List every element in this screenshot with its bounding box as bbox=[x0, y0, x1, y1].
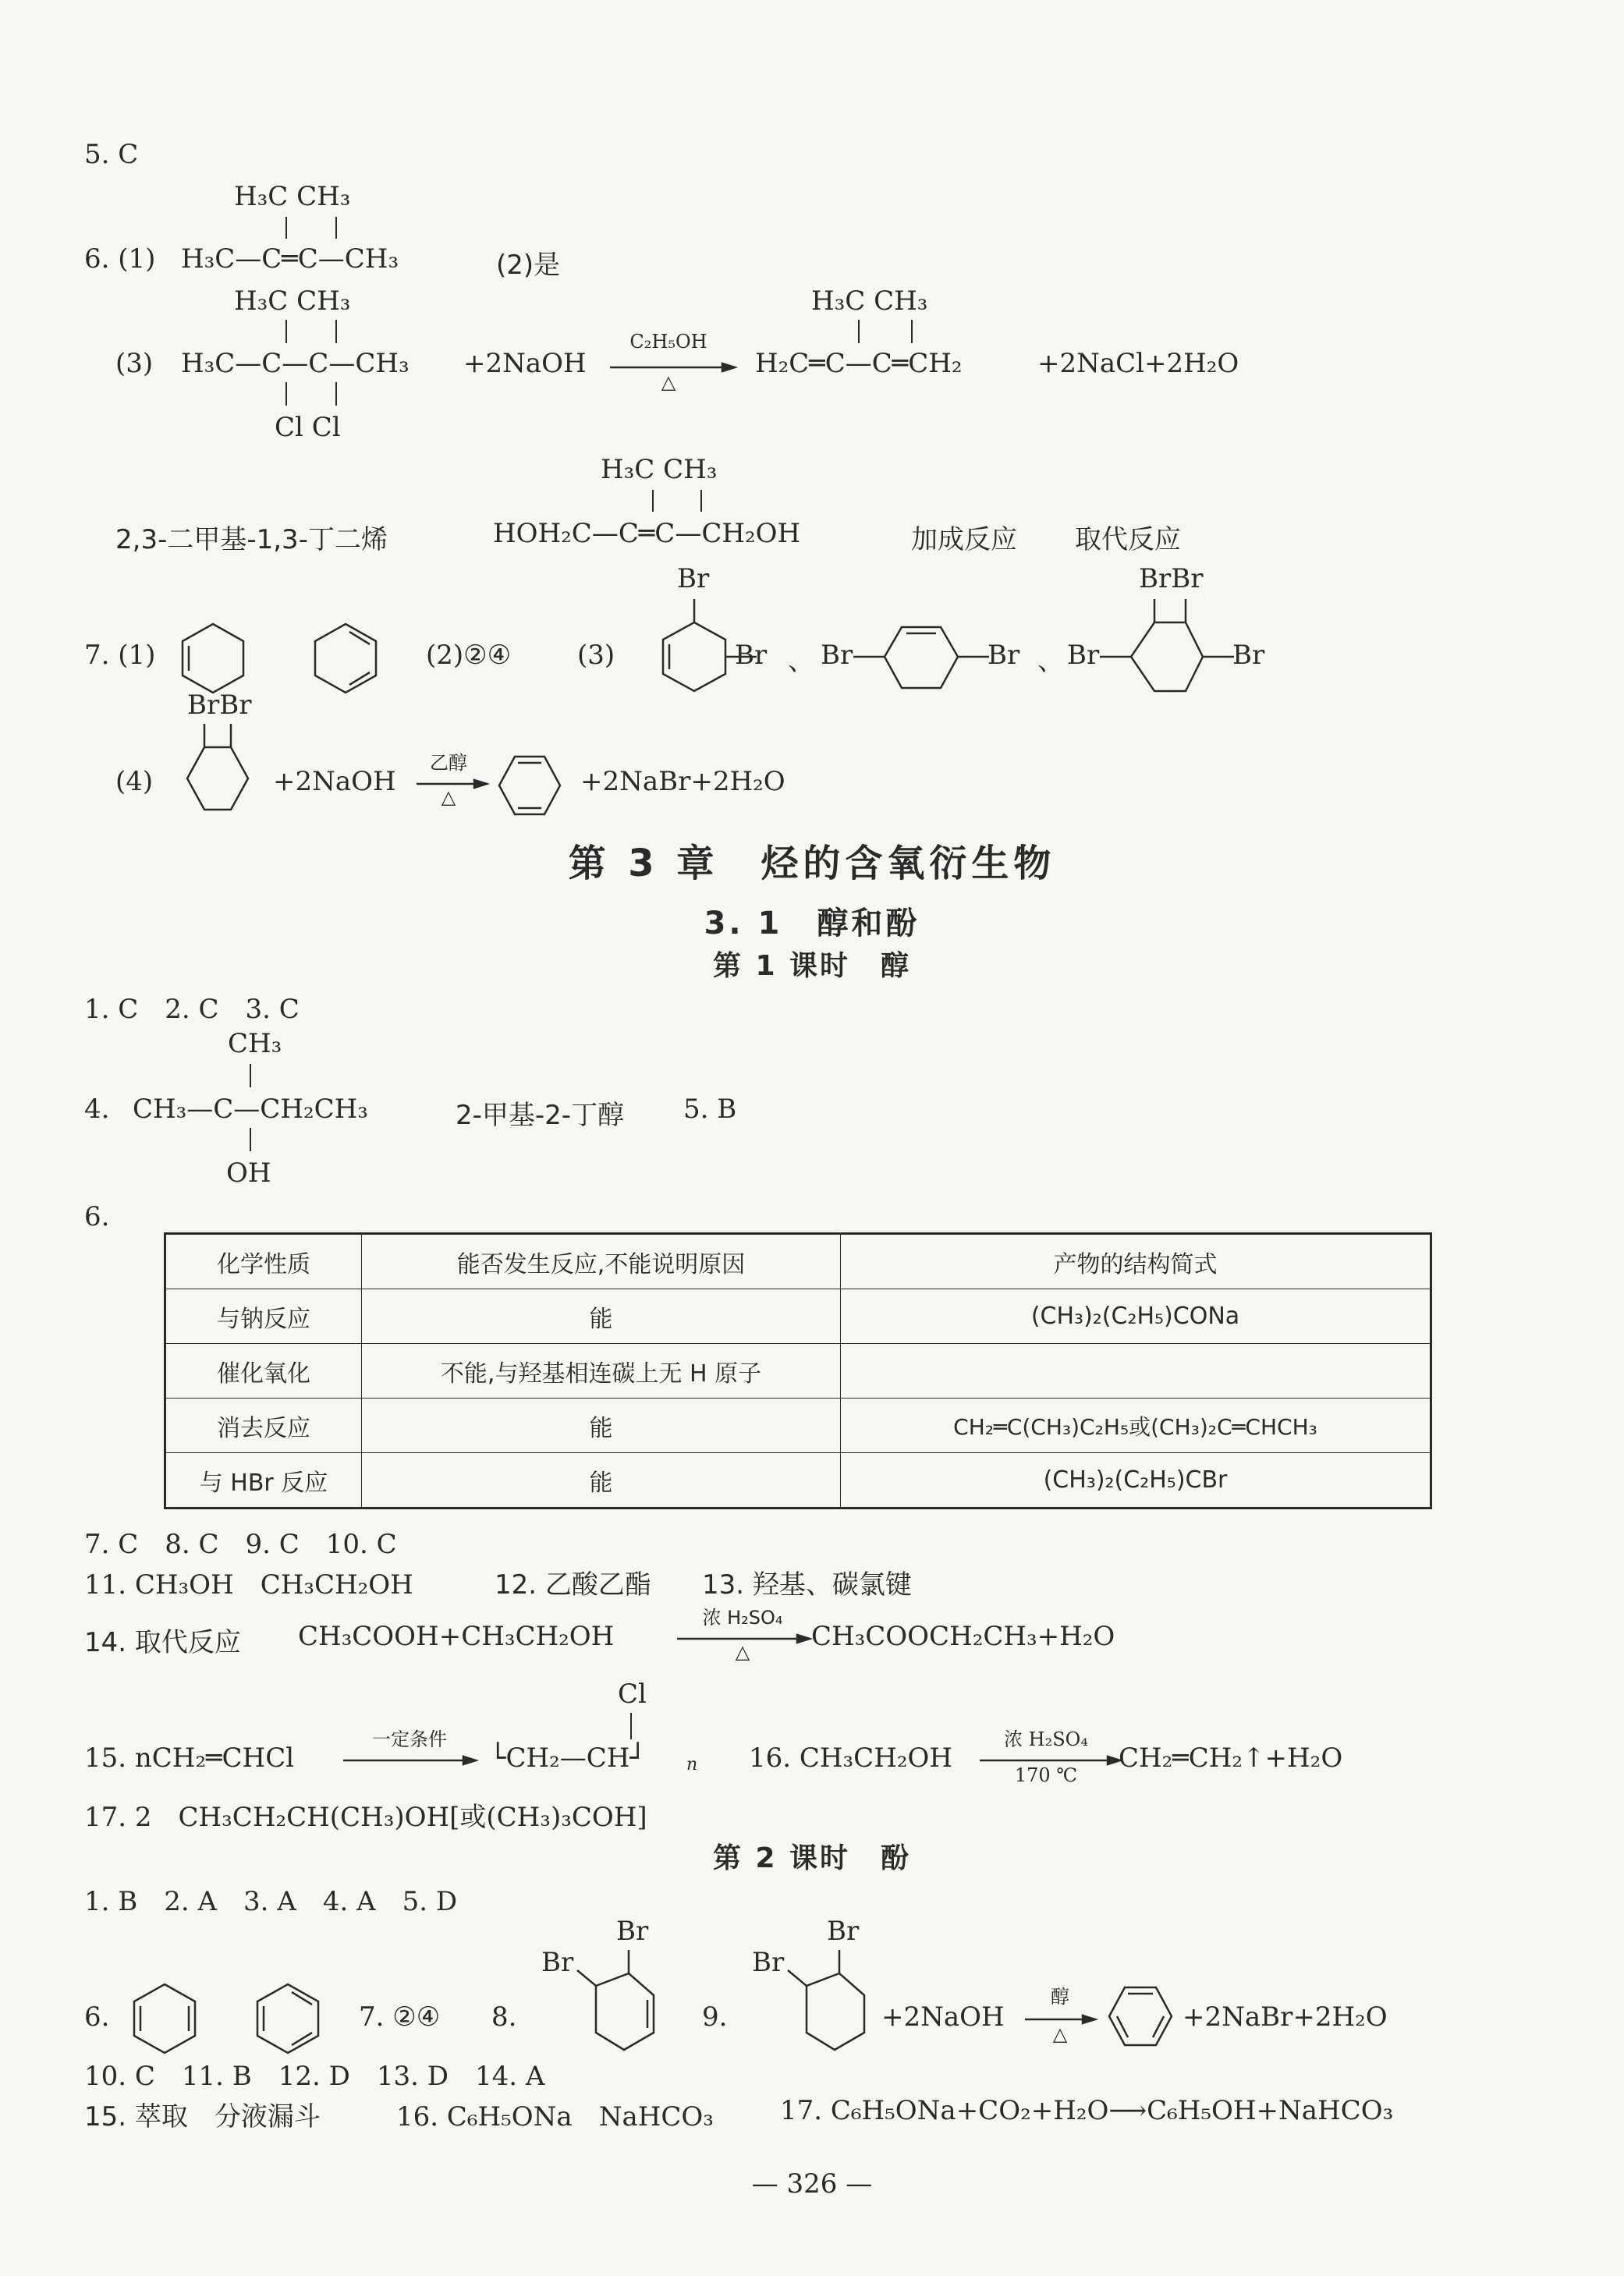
table-cell: (CH₃)₂(C₂H₅)CONa bbox=[841, 1289, 1431, 1344]
q7-p3-label: (3) bbox=[577, 640, 615, 671]
cyclohexadiene-icon bbox=[129, 1981, 200, 2051]
q5-answer: 5. C bbox=[84, 139, 139, 170]
bond bbox=[858, 320, 860, 343]
q6-rxn1: 加成反应 bbox=[911, 524, 1017, 555]
table-cell: 催化氧化 bbox=[165, 1344, 362, 1399]
q6-p3-product: H₂C═C—C═CH₂ bbox=[755, 348, 963, 379]
reaction-arrow bbox=[610, 363, 735, 371]
benzene-product-icon bbox=[1105, 1981, 1178, 2051]
l1-q14-label: 14. 取代反应 bbox=[84, 1627, 241, 1658]
q7-br-5: Br bbox=[1232, 640, 1265, 671]
bond bbox=[652, 490, 654, 512]
l2-q9-cond-top: 醇 bbox=[1051, 1986, 1069, 2008]
q7-p4-reagent: +2NaOH bbox=[273, 766, 396, 797]
l1-q15-left: 15. nCH₂═CHCl bbox=[84, 1742, 295, 1774]
q7-p4-cond-bottom: △ bbox=[441, 786, 456, 808]
l1-q5: 5. B bbox=[683, 1094, 737, 1125]
alcohol-properties-table bbox=[164, 1232, 1432, 1509]
l1-q14-cond-top: 浓 H₂SO₄ bbox=[702, 1607, 783, 1629]
q6-p2-answer: (2)是 bbox=[496, 250, 561, 281]
section-title: 3. 1 醇和酚 bbox=[704, 906, 920, 941]
l1-q4-name: 2-甲基-2-丁醇 bbox=[456, 1100, 625, 1131]
l1-q6-label: 6. bbox=[84, 1201, 110, 1232]
l1-q13: 13. 羟基、碳氯键 bbox=[702, 1569, 912, 1601]
l2-q10-14: 10. C 11. B 12. D 13. D 14. A bbox=[84, 2061, 545, 2092]
l2-q9-rest: +2NaBr+2H₂O bbox=[1183, 2001, 1388, 2033]
q6-name: 2,3-二甲基-1,3-丁二烯 bbox=[115, 524, 388, 555]
bond bbox=[285, 217, 287, 239]
dibromocyclohexane-icon bbox=[772, 1950, 881, 2051]
bond bbox=[335, 320, 337, 343]
bond bbox=[630, 1713, 632, 1739]
l1-q16-cond-bottom: 170 ℃ bbox=[1014, 1764, 1078, 1786]
q7-br-1: Br bbox=[735, 640, 768, 671]
chapter-title: 第 3 章 烃的含氧衍生物 bbox=[568, 842, 1056, 885]
l1-q14-cond-bottom: △ bbox=[735, 1641, 750, 1663]
l2-q9-br-b: Br bbox=[827, 1916, 860, 1947]
table-cell: 与钠反应 bbox=[165, 1289, 362, 1344]
q7-br-2: Br bbox=[821, 640, 853, 671]
table-cell bbox=[841, 1344, 1431, 1399]
l2-q8-label: 8. bbox=[491, 2001, 517, 2033]
l1-q16-right: CH₂═CH₂↑+H₂O bbox=[1119, 1742, 1343, 1774]
q6-p3-formula: H₃C—C—C—CH₃ bbox=[181, 348, 410, 379]
table-cell: CH₂═C(CH₃)C₂H₅或(CH₃)₂C═CHCH₃ bbox=[841, 1399, 1431, 1453]
bond bbox=[700, 490, 702, 512]
q6-p3-product-top: H₃C CH₃ bbox=[811, 285, 928, 317]
q6-p1-label: 6. (1) bbox=[84, 243, 156, 275]
l1-q4-top: CH₃ bbox=[228, 1028, 282, 1059]
reaction-arrow bbox=[1025, 2015, 1095, 2023]
q7-br-top-1: Br bbox=[677, 563, 710, 594]
table-row bbox=[165, 1453, 1431, 1508]
bond bbox=[335, 382, 337, 406]
reaction-arrow bbox=[980, 1757, 1120, 1764]
table-header: 能否发生反应,不能说明原因 bbox=[362, 1234, 841, 1289]
q7-p4-brbr: BrBr bbox=[187, 690, 252, 721]
bond bbox=[285, 382, 287, 406]
table-cell: 能 bbox=[362, 1453, 841, 1508]
bond bbox=[250, 1128, 251, 1151]
table-cell: 能 bbox=[362, 1289, 841, 1344]
q7-p1-label: 7. (1) bbox=[84, 640, 156, 671]
l2-q6-label: 6. bbox=[84, 2001, 110, 2033]
q7-brbr-top: BrBr bbox=[1139, 563, 1204, 594]
reaction-arrow bbox=[343, 1757, 476, 1764]
bond bbox=[250, 1064, 251, 1087]
q6-rxn2: 取代反应 bbox=[1075, 524, 1181, 555]
cyclohexadiene-icon bbox=[310, 621, 381, 691]
table-header: 化学性质 bbox=[165, 1234, 362, 1289]
l1-q4-formula: CH₃—C—CH₂CH₃ bbox=[133, 1094, 368, 1125]
table-cell: 与 HBr 反应 bbox=[165, 1453, 362, 1508]
dibromocyclohexane-icon bbox=[176, 724, 262, 821]
bond bbox=[911, 320, 913, 343]
benzene-icon bbox=[253, 1981, 323, 2051]
q7-p4-rest: +2NaBr+2H₂O bbox=[580, 766, 785, 797]
l1-q16-left: 16. CH₃CH₂OH bbox=[749, 1742, 952, 1774]
l2-q15: 15. 萃取 分液漏斗 bbox=[84, 2101, 321, 2132]
q7-sep-1: 、 bbox=[788, 646, 814, 677]
dibromocyclohexene-icon bbox=[562, 1950, 671, 2051]
l1-q15-top: Cl bbox=[618, 1679, 647, 1710]
l1-q7-10: 7. C 8. C 9. C 10. C bbox=[84, 1529, 397, 1560]
l2-q9-br-a: Br bbox=[752, 1947, 785, 1978]
q6-p3-cond-bottom: △ bbox=[661, 371, 676, 393]
l1-q17: 17. 2 CH₃CH₂CH(CH₃)OH[或(CH₃)₃COH] bbox=[84, 1802, 647, 1833]
q7-br-3: Br bbox=[988, 640, 1020, 671]
page-number: — 326 — bbox=[751, 2168, 873, 2200]
l1-q16-cond-top: 浓 H₂SO₄ bbox=[1004, 1728, 1088, 1750]
table-cell: 消去反应 bbox=[165, 1399, 362, 1453]
q6-diol-top: H₃C CH₃ bbox=[601, 454, 718, 485]
table-header-row bbox=[165, 1234, 1431, 1289]
l1-q15-product: └CH₂—CH┘ bbox=[490, 1742, 646, 1774]
l2-q9-cond-bottom: △ bbox=[1052, 2023, 1068, 2045]
q6-p3-bottom: Cl Cl bbox=[275, 412, 341, 443]
l1-q14-right: CH₃COOCH₂CH₃+H₂O bbox=[811, 1621, 1115, 1652]
q7-sep-2: 、 bbox=[1037, 646, 1064, 677]
q7-p4-cond-top: 乙醇 bbox=[430, 752, 467, 774]
l1-q1-3: 1. C 2. C 3. C bbox=[84, 994, 300, 1025]
lesson-1-title: 第 1 课时 醇 bbox=[712, 950, 912, 982]
table-row bbox=[165, 1289, 1431, 1344]
q6-p3-top: H₃C CH₃ bbox=[234, 285, 351, 317]
l1-q11: 11. CH₃OH CH₃CH₂OH bbox=[84, 1569, 413, 1601]
q7-p4-label: (4) bbox=[115, 766, 154, 797]
q6-p1-top: H₃C CH₃ bbox=[234, 181, 351, 212]
q6-p3-label: (3) bbox=[115, 348, 154, 379]
table-cell: 不能,与羟基相连碳上无 H 原子 bbox=[362, 1344, 841, 1399]
l1-q14-left: CH₃COOH+CH₃CH₂OH bbox=[298, 1621, 615, 1652]
table-row bbox=[165, 1399, 1431, 1453]
q6-diol: HOH₂C—C═C—CH₂OH bbox=[493, 518, 801, 549]
l1-q4-label: 4. bbox=[84, 1094, 110, 1125]
l2-q8-br-a: Br bbox=[541, 1947, 574, 1978]
l2-q9-reagent: +2NaOH bbox=[881, 2001, 1005, 2033]
bond bbox=[335, 217, 337, 239]
q6-p1-formula: H₃C—C═C—CH₃ bbox=[181, 243, 399, 275]
l2-q16: 16. C₆H₅ONa NaHCO₃ bbox=[396, 2101, 714, 2132]
table-cell: 能 bbox=[362, 1399, 841, 1453]
table-cell: (CH₃)₂(C₂H₅)CBr bbox=[841, 1453, 1431, 1508]
cyclohexene-icon bbox=[178, 621, 248, 691]
lesson-2-title: 第 2 课时 酚 bbox=[712, 1842, 912, 1874]
l1-q15-cond: 一定条件 bbox=[372, 1728, 447, 1750]
dibromocyclohexene-icon bbox=[853, 621, 994, 699]
q6-p3-cond-top: C₂H₅OH bbox=[629, 331, 707, 353]
l2-q9-label: 9. bbox=[702, 2001, 728, 2033]
l1-q15-n: n bbox=[686, 1755, 698, 1774]
l2-q7: 7. ②④ bbox=[359, 2001, 441, 2033]
bond bbox=[285, 320, 287, 343]
q6-p3-reagent: +2NaOH bbox=[463, 348, 587, 379]
table-row bbox=[165, 1344, 1431, 1399]
q7-p2-answer: (2)②④ bbox=[426, 640, 512, 671]
l1-q4-bottom: OH bbox=[226, 1157, 271, 1189]
cyclohexadiene-product-icon bbox=[495, 750, 565, 821]
q7-br-4: Br bbox=[1067, 640, 1100, 671]
l2-q17: 17. C₆H₅ONa+CO₂+H₂O⟶C₆H₅OH+NaHCO₃ bbox=[780, 2095, 1394, 2126]
l2-q1-5: 1. B 2. A 3. A 4. A 5. D bbox=[84, 1886, 458, 1917]
l2-q8-br-b: Br bbox=[616, 1916, 649, 1947]
q6-p3-rest: +2NaCl+2H₂O bbox=[1037, 348, 1239, 379]
table-header: 产物的结构简式 bbox=[841, 1234, 1431, 1289]
l1-q12: 12. 乙酸乙酯 bbox=[495, 1569, 651, 1601]
